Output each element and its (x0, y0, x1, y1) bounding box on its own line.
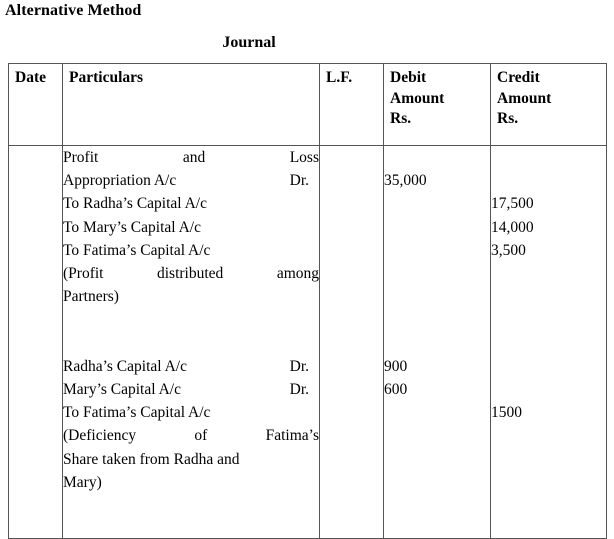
particulars-text: Dr. (289, 172, 309, 190)
spacer-line (491, 448, 606, 471)
particulars-text: Loss (289, 149, 319, 166)
particulars-text: distributed (156, 265, 224, 283)
spacer-line (63, 494, 319, 517)
spacer-line (384, 401, 490, 424)
journal-heading: Journal (222, 34, 276, 51)
credit-amount-value: 14,000 (491, 218, 534, 236)
spacer-line (384, 285, 490, 308)
particulars-line: Mary) (63, 473, 102, 491)
spacer-line (384, 447, 490, 470)
particulars-text: Fatima’s (265, 427, 319, 445)
particulars-line: To Fatima’s Capital A/c (63, 404, 211, 422)
spacer-line (491, 471, 606, 494)
spacer-line (384, 239, 490, 262)
column-header-lf-label: L.F. (326, 69, 353, 86)
credit-amount-value: 17,500 (491, 195, 534, 213)
spacer-line (384, 192, 490, 215)
spacer-line (63, 332, 319, 355)
particulars-line: To Mary’s Capital A/c (63, 218, 201, 236)
particulars-line: Partners) (63, 288, 119, 306)
debit-amount-value: 35,000 (384, 172, 427, 190)
cell-debit-amount (384, 146, 491, 539)
table-header-row (9, 64, 607, 146)
particulars-line (63, 262, 319, 285)
particulars-line: To Radha’s Capital A/c (63, 195, 207, 213)
credit-amount-value: 3,500 (491, 241, 526, 259)
particulars-line (63, 355, 319, 378)
spacer-line (63, 308, 319, 331)
column-header-date (9, 64, 63, 146)
spacer-line (491, 308, 606, 331)
column-header-lf (320, 64, 384, 146)
particulars-text: and (182, 149, 206, 166)
particulars-text: Profit (63, 149, 99, 166)
spacer-line (384, 216, 490, 239)
cell-particulars (63, 146, 320, 539)
particulars-line: Share taken from Radha and (63, 450, 240, 468)
spacer-line (491, 332, 606, 355)
spacer-line (384, 494, 490, 517)
column-header-debit-line-1: Debit (390, 69, 427, 86)
particulars-text: Mary’s Capital A/c (63, 381, 181, 398)
column-header-credit-line-1: Credit (497, 69, 540, 86)
table-row (9, 146, 607, 539)
spacer-line (384, 146, 490, 169)
spacer-line (491, 494, 606, 517)
spacer-line (491, 169, 606, 192)
cell-credit-amount (491, 146, 607, 539)
column-header-debit-line-3: Rs. (390, 110, 412, 127)
page-title: Alternative Method (5, 2, 142, 19)
column-header-credit-amount (491, 64, 607, 146)
particulars-text: Dr. (289, 357, 309, 375)
spacer-line (384, 471, 490, 494)
particulars-text: Appropriation A/c (63, 172, 177, 190)
spacer-line (491, 378, 606, 401)
column-header-particulars (63, 64, 320, 146)
spacer-line (491, 262, 606, 285)
cell-lf (320, 146, 384, 539)
particulars-line (63, 146, 319, 169)
debit-amount-value: 900 (384, 357, 408, 375)
particulars-line: To Fatima’s Capital A/c (63, 241, 211, 259)
spacer-line (384, 308, 490, 331)
particulars-text: (Profit (63, 265, 104, 283)
particulars-text: of (194, 427, 208, 445)
debit-amount-value: 600 (384, 380, 408, 398)
column-header-date-label: Date (15, 69, 46, 86)
column-header-particulars-label: Particulars (69, 69, 144, 86)
particulars-line (63, 424, 319, 447)
particulars-text: (Deficiency (63, 427, 137, 445)
particulars-line (63, 378, 319, 401)
particulars-text: among (276, 265, 319, 283)
spacer-line (384, 424, 490, 447)
cell-date (9, 146, 63, 539)
column-header-credit-line-3: Rs. (497, 110, 519, 127)
spacer-line (491, 355, 606, 378)
spacer-line (491, 424, 606, 447)
credit-amount-value: 1500 (491, 404, 522, 422)
column-header-credit-line-2: Amount (497, 89, 552, 107)
particulars-line (63, 169, 319, 192)
particulars-text: Dr. (289, 381, 309, 398)
journal-table (8, 63, 607, 539)
spacer-line (384, 262, 490, 285)
spacer-line (491, 285, 606, 308)
column-header-debit-amount (384, 64, 491, 146)
spacer-line (491, 146, 606, 169)
spacer-line (384, 332, 490, 355)
column-header-debit-line-2: Amount (390, 89, 445, 107)
particulars-text: Radha’s Capital A/c (63, 357, 187, 375)
